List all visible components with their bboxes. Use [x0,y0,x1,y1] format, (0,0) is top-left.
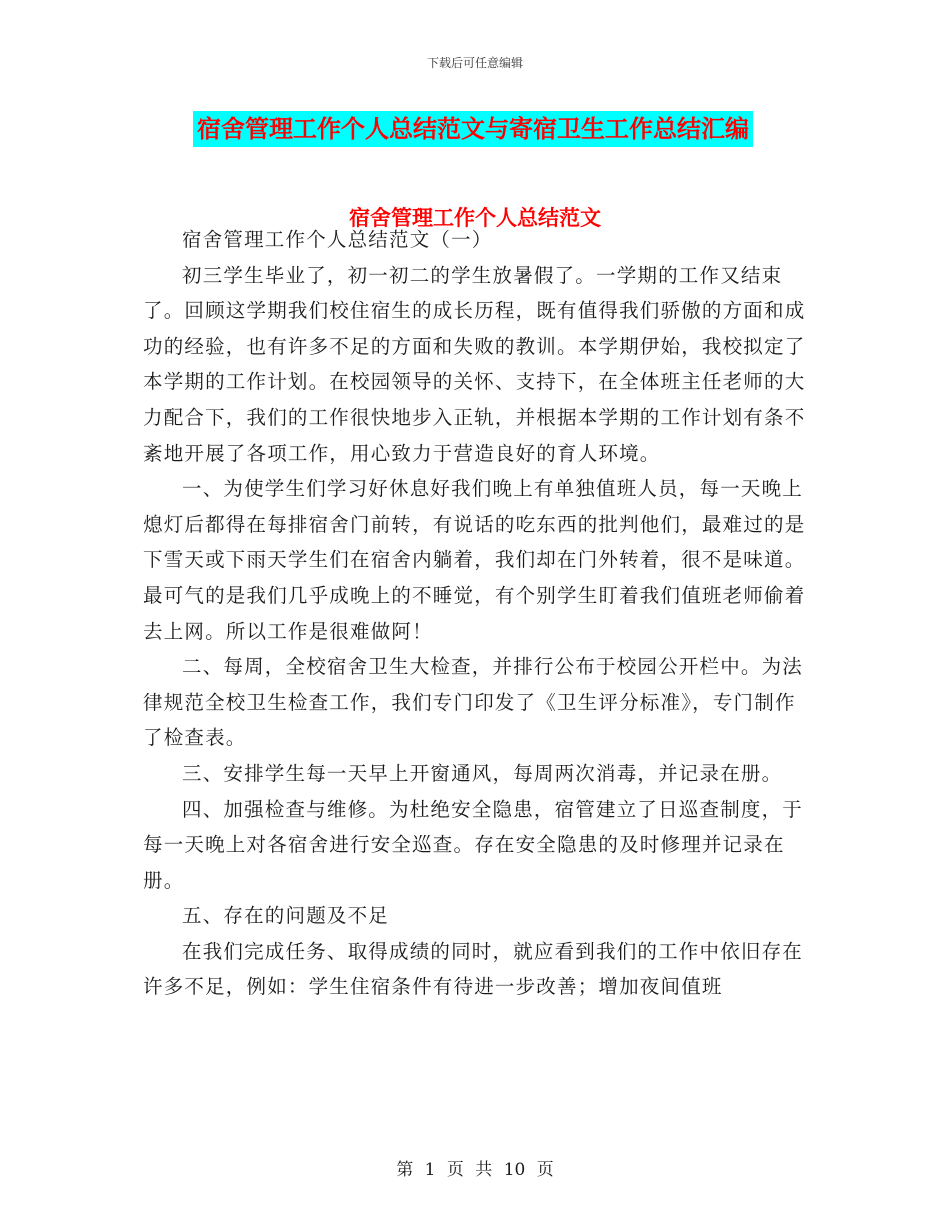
body-text [143,222,813,1005]
header-note: 下载后可任意编辑 [426,56,523,70]
paragraph: 宿舍管理工作个人总结范文（一） [182,228,493,251]
paragraph: 四、加强检查与维修。为杜绝安全隐患，宿管建立了日巡查制度，于每一天晚上对各宿舍进行安全巡查。存在安全隐患的及时修理并记录在册。 [143,797,804,892]
paragraph: 二、每周，全校宿舍卫生大检查，并排行公布于校园公开栏中。为法律规范全校卫生检查工作，我们专门印发了《卫生评分标准》，专门制作了检查表。 [143,655,804,750]
paragraph: 在我们完成任务、取得成绩的同时，就应看到我们的工作中依旧存在许多不足，例如：学生住宿条件有待进一步改善；增加夜间值班 [143,939,804,999]
section-title: 宿舍管理工作个人总结范文 [349,205,601,230]
paragraph: 一、为使学生们学习好休息好我们晚上有单独值班人员，每一天晚上熄灯后都得在每排宿舍门前转，有说话的吃东西的批判他们，最难过的是下雪天或下雨天学生们在宿舍内躺着，我们却在门外转着，很不是味道。最可气的是我们几乎成晚上的不睡觉，有个别学生盯着我们值班老师偷着去上网。所以工作是很难做阿！ [143,477,806,643]
document-title: 宿舍管理工作个人总结范文与寄宿卫生工作总结汇编 [193,111,753,147]
page-number: 第 1 页 共 10 页 [396,1160,554,1180]
paragraph: 三、安排学生每一天早上开窗通风，每周两次消毒，并记录在册。 [182,761,783,785]
paragraph: 初三学生毕业了，初一初二的学生放暑假了。一学期的工作又结束了。回顾这学期我们校住宿生的成长历程，既有值得我们骄傲的方面和成功的经验，也有许多不足的方面和失败的教训。本学期伊始，我校拟定了本学期的工作计划。在校园领导的关怀、支持下，在全体班主任老师的大力配合下，我们的工作很快地步入正轨，并根据本学期的工作计划有条不紊地开展了各项工作，用心致力于营造良好的育人环境。 [143,263,806,465]
paragraph: 五、存在的问题及不足 [182,904,390,928]
